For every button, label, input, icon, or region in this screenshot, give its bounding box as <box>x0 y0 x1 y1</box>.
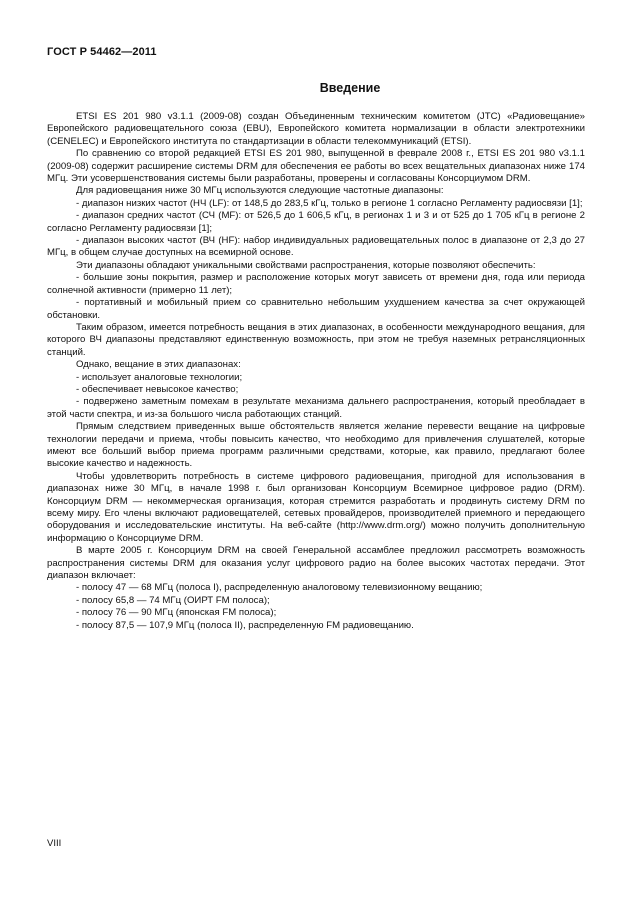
list-item: - полосу 65,8 — 74 МГц (ОИРТ FM полоса); <box>76 594 270 606</box>
list-item: - полосу 47 — 68 МГц (полоса I), распределенную аналоговому телевизионному вещанию; <box>76 582 483 594</box>
list-item: - диапазон средних частот (СЧ (MF): от 526,5 до 1 606,5 кГц, в регионах 1 и 3 и от 525 до 1 705 кГц в регионе 2 согласно Регламенту радиосвязи [1]; <box>47 210 585 234</box>
paragraph: В марте 2005 г. Консорциум DRM на своей Генеральной ассамблее предложил рассмотреть возможность распространения системы DRM для оказания услуг цифрового радио на более высоких частотах передачи. Этот диапазон включает: <box>47 545 585 582</box>
list-item: - полосу 76 — 90 МГц (японская FM полоса); <box>76 607 277 619</box>
list-item: - подвержено заметным помехам в результате механизма дальнего распространения, который преобладает в этой части спектра, и из-за большого числа работающих станций. <box>47 396 585 420</box>
paragraph: По сравнению со второй редакцией ETSI ES 201 980, выпущенной в феврале 2008 г., ETSI ES 201 980 v3.1.1 (2009-08) содержит расширение системы DRM для обеспечения ее работы во всех вещательных диапазонах ниже 174 МГц. Эти усовершенствования системы были разработаны, проверены и согласованы Консорциумом DRM. <box>47 148 585 185</box>
list-item: - диапазон низких частот (НЧ (LF): от 148,5 до 283,5 кГц, только в регионе 1 согласно Регламенту радиосвязи [1]; <box>76 197 583 209</box>
body-text <box>47 111 585 632</box>
section-title: Введение <box>319 81 381 95</box>
paragraph: Для радиовещания ниже 30 МГц используются следующие частотные диапазоны: <box>76 185 444 197</box>
paragraph: Таким образом, имеется потребность вещания в этих диапазонах, в особенности международного вещания, для которого ВЧ диапазоны представляют единственную возможность, при этом не требуя наземных ретрансляционных станций. <box>47 321 585 358</box>
page-number: VIII <box>47 838 62 849</box>
list-item: - полосу 87,5 — 107,9 МГц (полоса II), распределенную FM радиовещанию. <box>76 619 414 631</box>
list-item: - большие зоны покрытия, размер и расположение которых могут зависеть от времени дня, года или периода солнечной активности (примерно 11 лет); <box>47 272 585 296</box>
list-item: - портативный и мобильный прием со сравнительно небольшим ухудшением качества за счет окружающей обстановки. <box>47 297 585 321</box>
paragraph: Прямым следствием приведенных выше обстоятельств является желание перевести вещание на цифровые технологии передачи и приема, чтобы повысить качество, что необходимо для привлечения слушателей, которые имеют все больший выбор приема программ различными средствами, которые, как правило, предлагают более высокие качество и надежность. <box>47 421 585 470</box>
paragraph: Однако, вещание в этих диапазонах: <box>76 359 241 371</box>
paragraph: ETSI ES 201 980 v3.1.1 (2009-08) создан Объединенным техническим комитетом (JTC) «Радиовещание» Европейского радиовещательного союза (EBU), Европейского комитета нормализации в области электротехники (CENELEC) и Европейского института по стандартизации в области телекоммуникаций (ETSI). <box>47 111 585 147</box>
list-item: - диапазон высоких частот (ВЧ (HF): набор индивидуальных радиовещательных полос в диапазоне от 2,3 до 27 МГц, в общем случае доступных на всемирной основе. <box>47 235 585 259</box>
paragraph: Чтобы удовлетворить потребность в системе цифрового радиовещания, пригодной для использования в диапазонах ниже 30 МГц, в начале 1998 г. был организован Консорциум Всемирное цифровое радио (DRM). Консорциум DRM — некоммерческая организация, которая стремится разработать и продвинуть систему DRM по всему миру. Его члены включают радиовещателей, сетевых провайдеров, производителей приемного и передающего оборудования и исследовательские институты. На веб-сайте (http://www.drm.org/) можно получить дополнительную информацию о Консорциуме DRM. <box>47 470 585 544</box>
list-item: - обеспечивает невысокое качество; <box>76 383 239 395</box>
paragraph: Эти диапазоны обладают уникальными свойствами распространения, которые позволяют обеспечить: <box>76 259 536 271</box>
document-header: ГОСТ Р 54462—2011 <box>47 46 157 58</box>
list-item: - использует аналоговые технологии; <box>76 371 243 383</box>
